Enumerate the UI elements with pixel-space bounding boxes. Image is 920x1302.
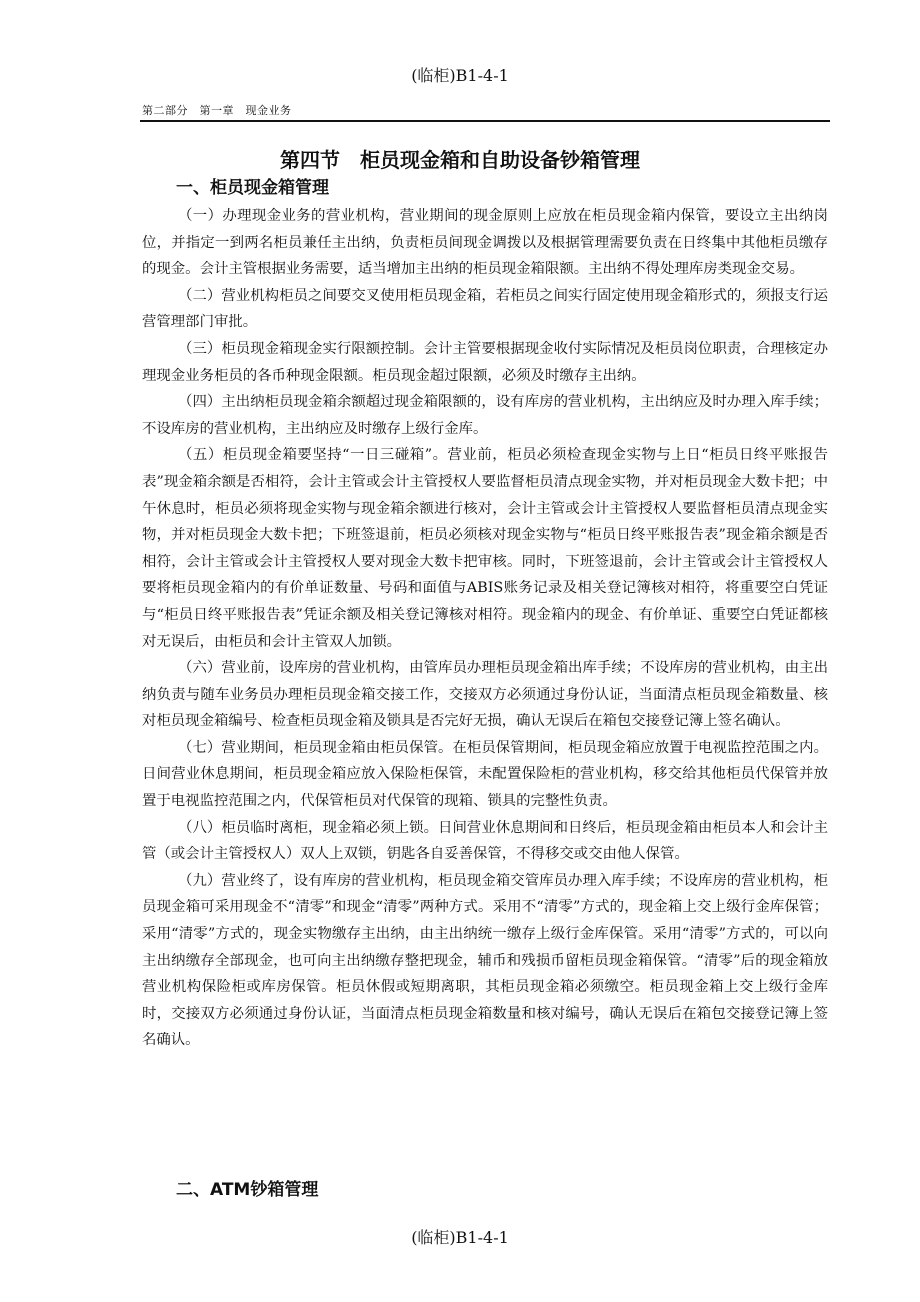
header-rule — [140, 120, 830, 122]
heading-atm-cassette: 二、ATM钞箱管理 — [176, 1180, 319, 1200]
running-head: 第二部分 第一章 现金业务 — [142, 104, 292, 117]
paragraph-5: （五）柜员现金箱要坚持“一日三碰箱”。营业前，柜员必须检查现金实物与上日“柜员日终平账报告表”现金箱余额是否相符，会计主管或会计主管授权人要监督柜员清点现金实物，并对柜员现金大数卡把；中午休息时，柜员必须将现金实物与现金箱余额进行核对，会计主管或会计主管授权人要监督柜员清点现金实物，并对柜员现金大数卡把；下班签退前，柜员必须核对现金实物与“柜员日终平账报告表”现金箱余额是否相符，会计主管或会计主管授权人要对现金大数卡把审核。同时，下班签退前，会计主管或会计主管授权人要将柜员现金箱内的有价单证数量、号码和面值与ABIS账务记录及相关登记簿核对相符，将重要空白凭证与“柜员日终平账报告表”凭证余额及相关登记簿核对相符。现金箱内的现金、有价单证、重要空白凭证都核对无误后，由柜员和会计主管双人加锁。 — [142, 447, 828, 650]
section-title: 第四节 柜员现金箱和自助设备钞箱管理 — [280, 148, 640, 172]
paragraph-7: （七）营业期间，柜员现金箱由柜员保管。在柜员保管期间，柜员现金箱应放置于电视监控范围之内。日间营业休息期间，柜员现金箱应放入保险柜保管，未配置保险柜的营业机构，移交给其他柜员代保管并放置于电视监控范围之内，代保管柜员对代保管的现箱、锁具的完整性负责。 — [142, 739, 828, 810]
body-text — [142, 203, 828, 1054]
paragraph-4: （四）主出纳柜员现金箱余额超过现金箱限额的，设有库房的营业机构，主出纳应及时办理入库手续；不设库房的营业机构，主出纳应及时缴存上级行金库。 — [142, 394, 828, 437]
paragraph-8: （八）柜员临时离柜，现金箱必须上锁。日间营业休息期间和日终后，柜员现金箱由柜员本人和会计主管（或会计主管授权人）双人上双锁，钥匙各自妥善保管，不得移交或交由他人保管。 — [142, 819, 828, 863]
paragraph-9: （九）营业终了，设有库房的营业机构，柜员现金箱交管库员办理入库手续；不设库房的营业机构，柜员现金箱可采用现金不“清零”和现金“清零”两种方式。采用不“清零”方式的，现金箱上交上级行金库保管；采用“清零”方式的，现金实物缴存主出纳，由主出纳统一缴存上级行金库保管。采用“清零”方式的，可以向主出纳缴存全部现金，也可向主出纳缴存整把现金，辅币和残损币留柜员现金箱保管。“清零”后的现金箱放营业机构保险柜或库房保管。柜员休假或短期离职，其柜员现金箱必须缴空。柜员现金箱上交上级行金库时，交接双方必须通过身份认证，当面清点柜员现金箱数量和核对编号，确认无误后在箱包交接登记簿上签名确认。 — [142, 872, 828, 1049]
heading-teller-cash-box: 一、柜员现金箱管理 — [176, 178, 329, 198]
paragraph-6: （六）营业前，设库房的营业机构，由管库员办理柜员现金箱出库手续；不设库房的营业机构，由主出纳负责与随车业务员办理柜员现金箱交接工作，交接双方必须通过身份认证，当面清点柜员现金箱数量、核对柜员现金箱编号、检查柜员现金箱及锁具是否完好无损，确认无误后在箱包交接登记簿上签名确认。 — [142, 660, 828, 730]
paragraph-2: （二）营业机构柜员之间要交叉使用柜员现金箱，若柜员之间实行固定使用现金箱形式的，须报支行运营管理部门审批。 — [142, 287, 828, 331]
paragraph-3: （三）柜员现金箱现金实行限额控制。会计主管要根据现金收付实际情况及柜员岗位职责，合理核定办理现金业务柜员的各币种现金限额。柜员现金超过限额，必须及时缴存主出纳。 — [142, 340, 828, 384]
doc-code-top: (临柜)B1-4-1 — [411, 66, 509, 85]
paragraph-1: （一）办理现金业务的营业机构，营业期间的现金原则上应放在柜员现金箱内保管，要设立主出纳岗位，并指定一到两名柜员兼任主出纳，负责柜员间现金调拨以及根据管理需要负责在日终集中其他柜员缴存的现金。会计主管根据业务需要，适当增加主出纳的柜员现金箱限额。主出纳不得处理库房类现金交易。 — [142, 208, 828, 278]
doc-code-bottom: (临柜)B1-4-1 — [411, 1228, 509, 1247]
